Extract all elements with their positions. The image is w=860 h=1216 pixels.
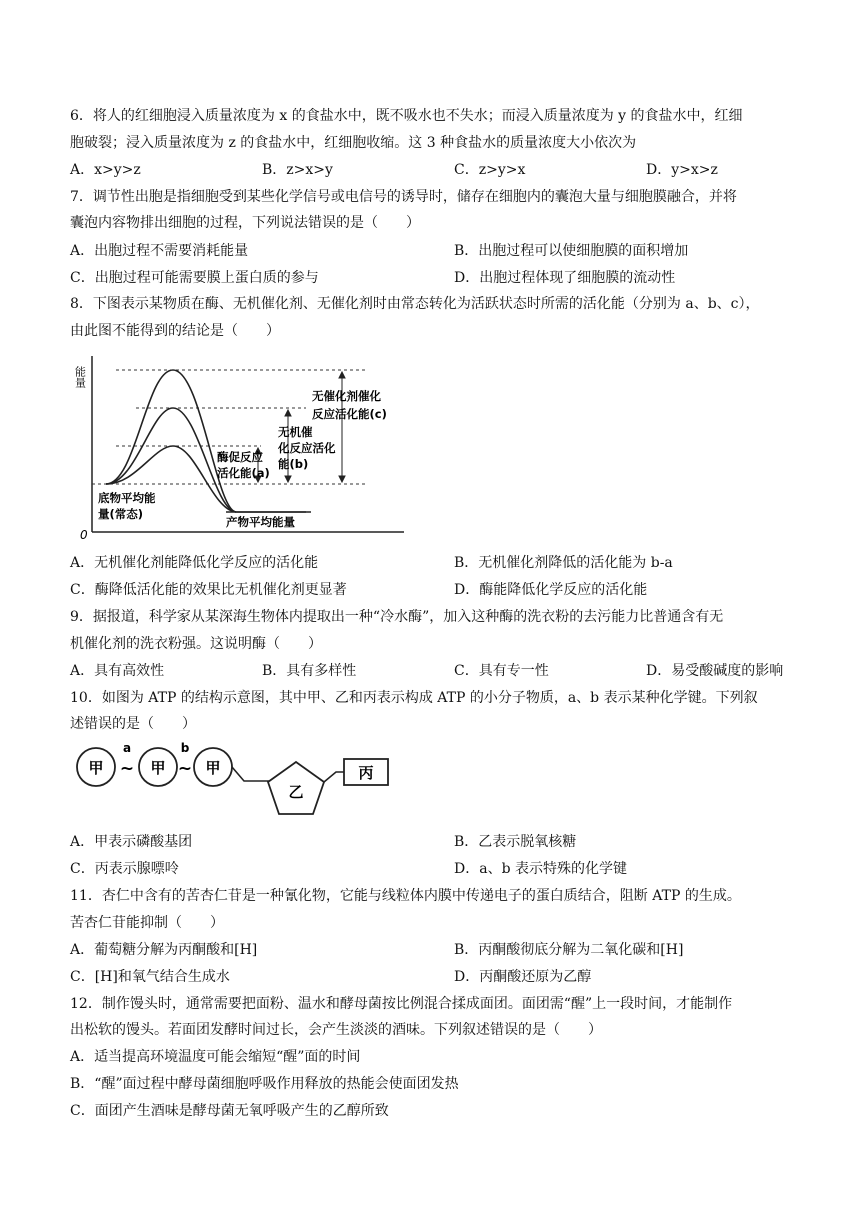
q12-option-a: A．适当提高环境温度可能会缩短“醒”面的时间 — [70, 1049, 361, 1065]
question-11-text-line1: 11．杏仁中含有的苦杏仁苷是一种氰化物，它能与线粒体内膜中传递电子的蛋白质结合，阻断 ATP 的生成。 — [70, 888, 741, 904]
q10-option-d: D．a、b 表示特殊的化学键 — [454, 861, 627, 877]
q9-option-c: C．具有专一性 — [454, 663, 549, 679]
phosphate-label-1: 甲 — [88, 759, 104, 777]
q7-option-a: A．出胞过程不需要消耗能量 — [70, 243, 249, 259]
question-6-text-line1: 6．将人的红细胞浸入质量浓度为 x 的食盐水中，既不吸水也不失水；而浸入质量浓度为 y 的食盐水中，红细 — [70, 108, 743, 124]
label-b-line1: 无机催 — [278, 425, 313, 439]
phosphate-sugar-bond — [232, 767, 270, 781]
question-7-text-line2: 囊泡内容物排出细胞的过程，下列说法错误的是（ ） — [70, 215, 420, 231]
q6-option-c: C．z>y>x — [454, 162, 526, 178]
question-11-text-line2: 苦杏仁苷能抑制（ ） — [70, 915, 224, 931]
question-8-text-line2: 由此图不能得到的结论是（ ） — [70, 323, 280, 339]
q6-option-b: B．z>x>y — [262, 162, 333, 178]
bond-b-label: b — [180, 741, 190, 755]
label-c-line1: 无催化剂催化 — [312, 389, 381, 403]
q6-option-d: D．y>x>z — [646, 162, 718, 178]
question-12-text-line2: 出松软的馒头。若面团发酵时间过长，会产生淡淡的酒味。下列叙述错误的是（ ） — [70, 1022, 602, 1038]
origin-label: 0 — [80, 528, 88, 542]
q8-option-d: D．酶能降低化学反应的活化能 — [454, 582, 648, 598]
q8-option-c: C．酶降低活化能的效果比无机催化剂更显著 — [70, 582, 347, 598]
sugar-base-bond — [324, 772, 344, 782]
q11-option-d: D．丙酮酸还原为乙醇 — [454, 969, 592, 985]
q9-option-b: B．具有多样性 — [262, 663, 357, 679]
q12-option-b: B．“醒”面过程中酵母菌细胞呼吸作用释放的热能会使面团发热 — [70, 1076, 459, 1092]
bond-a-label: a — [122, 741, 132, 755]
q11-option-b: B．丙酮酸彻底分解为二氧化碳和[H] — [454, 942, 684, 958]
label-b-line3: 能(b) — [278, 457, 309, 471]
label-c-line2: 反应活化能(c) — [312, 407, 387, 421]
substrate-label-line1: 底物平均能 — [98, 491, 156, 505]
activation-energy-figure — [73, 350, 406, 542]
q11-option-c: C．[H]和氧气结合生成水 — [70, 969, 230, 985]
q12-option-c: C．面团产生酒味是酵母菌无氧呼吸产生的乙醇所致 — [70, 1103, 389, 1119]
question-10-text-line2: 述错误的是（ ） — [70, 716, 196, 732]
label-b-line2: 化反应活化 — [278, 441, 336, 455]
base-label: 丙 — [358, 764, 374, 782]
substrate-label-line2: 量(常态) — [98, 507, 144, 521]
question-7-text-line1: 7．调节性出胞是指细胞受到某些化学信号或电信号的诱导时，储存在细胞内的囊泡大量与细胞膜融合，并将 — [70, 189, 737, 205]
q8-option-b: B．无机催化剂降低的活化能为 b-a — [454, 555, 673, 571]
q7-option-d: D．出胞过程体现了细胞膜的流动性 — [454, 270, 676, 286]
q8-option-a: A．无机催化剂能降低化学反应的活化能 — [70, 555, 319, 571]
y-axis-label: 能量 — [73, 366, 87, 388]
question-12-text-line1: 12．制作馒头时，通常需要把面粉、温水和酵母菌按比例混合揉成面团。面团需“醒”上一段时间，才能制作 — [70, 996, 733, 1012]
phosphate-label-3: 甲 — [205, 759, 221, 777]
product-label: 产物平均能量 — [226, 515, 295, 529]
q10-option-c: C．丙表示腺嘌呤 — [70, 861, 179, 877]
question-6-text-line2: 胞破裂；浸入质量浓度为 z 的食盐水中，红细胞收缩。这 3 种食盐水的质量浓度大小依次为 — [70, 135, 637, 151]
sugar-label: 乙 — [288, 783, 304, 801]
question-9-text-line1: 9．据报道，科学家从某深海生物体内提取出一种“冷水酶”，加入这种酶的洗衣粉的去污能力比普通含有无 — [70, 609, 724, 625]
label-a-line1: 酶促反应 — [217, 450, 263, 464]
question-8-text-line1: 8．下图表示某物质在酶、无机催化剂、无催化剂时由常态转化为活跃状态时所需的活化能（分别为 a、b、c）， — [70, 296, 760, 312]
atp-structure-figure — [74, 740, 394, 822]
question-10-text-line1: 10．如图为 ATP 的结构示意图，其中甲、乙和丙表示构成 ATP 的小分子物质，a、b 表示某种化学键。下列叙 — [70, 690, 758, 706]
q11-option-a: A．葡萄糖分解为丙酮酸和[H] — [70, 942, 258, 958]
bond-a-tilde: ~ — [119, 759, 135, 779]
label-a-line2: 活化能(a) — [217, 466, 270, 480]
q7-option-b: B．出胞过程可以使细胞膜的面积增加 — [454, 243, 689, 259]
bond-b-tilde: ~ — [177, 759, 193, 779]
question-9-text-line2: 机催化剂的洗衣粉强。这说明酶（ ） — [70, 636, 322, 652]
q10-option-a: A．甲表示磷酸基团 — [70, 834, 193, 850]
q7-option-c: C．出胞过程可能需要膜上蛋白质的参与 — [70, 270, 319, 286]
q9-option-a: A．具有高效性 — [70, 663, 165, 679]
q6-option-a: A．x>y>z — [70, 162, 141, 178]
q9-option-d: D．易受酸碱度的影响 — [646, 663, 784, 679]
q10-option-b: B．乙表示脱氧核糖 — [454, 834, 577, 850]
phosphate-label-2: 甲 — [150, 759, 166, 777]
